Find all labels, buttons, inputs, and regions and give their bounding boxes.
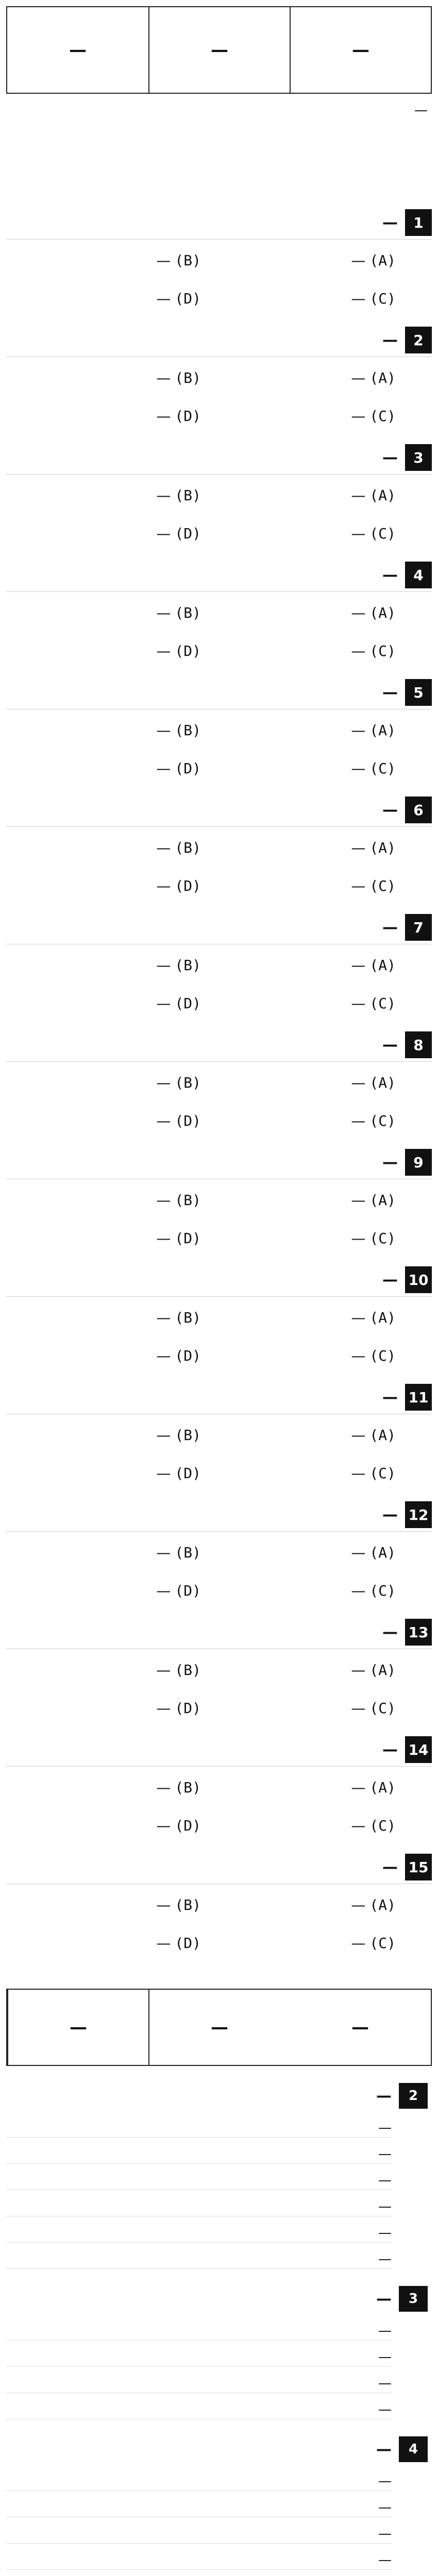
option-d[interactable]: (D)—: [156, 1582, 201, 1599]
option-b[interactable]: (B)—: [156, 957, 201, 974]
option-b[interactable]: (B)—: [156, 839, 201, 856]
option-b[interactable]: (B)—: [156, 369, 201, 386]
option-b[interactable]: (B)—: [156, 1074, 201, 1091]
mcq-14: [6, 1733, 432, 1851]
option-c[interactable]: (C)—: [351, 1347, 396, 1364]
option-b[interactable]: (B)—: [156, 722, 201, 739]
option-a[interactable]: (A)—: [351, 839, 396, 856]
question-text: —: [382, 801, 398, 819]
mcq-3: [6, 441, 432, 558]
option-c[interactable]: (C)—: [351, 408, 396, 425]
part-3: [6, 2283, 432, 2419]
option-c[interactable]: (C)—: [351, 877, 396, 894]
part-4: [6, 2434, 432, 2576]
mcq-2: [6, 324, 432, 441]
option-c[interactable]: (C)—: [351, 760, 396, 777]
subjective-header: [6, 1989, 432, 2066]
option-d[interactable]: (D)—: [156, 1465, 201, 1482]
mcq-9: [6, 1146, 432, 1263]
part-line: —: [6, 2551, 392, 2570]
option-a[interactable]: (A)—: [351, 957, 396, 974]
option-d[interactable]: (D)—: [156, 642, 201, 659]
option-b[interactable]: (B)—: [156, 1309, 201, 1326]
option-a[interactable]: (A)—: [351, 252, 396, 269]
option-c[interactable]: (C)—: [351, 525, 396, 542]
question-number: 2: [405, 327, 432, 353]
option-b[interactable]: (B)—: [156, 1544, 201, 1561]
option-d[interactable]: (D)—: [156, 877, 201, 894]
header-right: —: [290, 7, 431, 93]
part-line: —: [6, 2321, 392, 2341]
part-title: —: [376, 2290, 392, 2308]
option-a[interactable]: (A)—: [351, 1074, 396, 1091]
option-d[interactable]: (D)—: [156, 290, 201, 307]
mcq-15: [6, 1851, 432, 1968]
option-d[interactable]: (D)—: [156, 1347, 201, 1364]
option-c[interactable]: (C)—: [351, 642, 396, 659]
question-number: 12: [405, 1501, 432, 1528]
part-number: 4: [399, 2436, 428, 2462]
part-line: —: [6, 2171, 392, 2190]
question-number: 14: [405, 1736, 432, 1763]
subjective-header-right: —: [7, 1990, 148, 2065]
mcq-1: [6, 206, 432, 324]
option-a[interactable]: (A)—: [351, 1896, 396, 1913]
header-center: —: [148, 7, 290, 93]
paper-header: [6, 6, 432, 94]
question-text: —: [382, 1623, 398, 1641]
option-d[interactable]: (D)—: [156, 760, 201, 777]
option-c[interactable]: (C)—: [351, 1465, 396, 1482]
question-text: —: [382, 1036, 398, 1054]
part-line: —: [6, 2145, 392, 2164]
part-line: —: [6, 2400, 392, 2419]
option-d[interactable]: (D)—: [156, 1817, 201, 1834]
option-a[interactable]: (A)—: [351, 604, 396, 621]
instructions: —: [414, 103, 428, 118]
option-c[interactable]: (C)—: [351, 995, 396, 1012]
part-line: —: [6, 2472, 392, 2491]
question-text: —: [382, 1270, 398, 1289]
question-number: 7: [405, 914, 432, 941]
part-line: —: [6, 2250, 392, 2269]
part-number: 2: [399, 2083, 428, 2109]
question-number: 1: [405, 209, 432, 236]
part-line: —: [6, 2197, 392, 2216]
part-number: 3: [399, 2286, 428, 2312]
mcq-4: [6, 558, 432, 676]
option-a[interactable]: (A)—: [351, 1309, 396, 1326]
option-b[interactable]: (B)—: [156, 1427, 201, 1444]
option-c[interactable]: (C)—: [351, 1935, 396, 1952]
part-line: —: [6, 2119, 392, 2138]
part-line: —: [6, 2524, 392, 2544]
mcq-8: [6, 1028, 432, 1146]
option-c[interactable]: (C)—: [351, 1817, 396, 1834]
mcq-11: [6, 1381, 432, 1498]
option-d[interactable]: (D)—: [156, 1112, 201, 1129]
question-text: —: [382, 1153, 398, 1172]
option-b[interactable]: (B)—: [156, 1192, 201, 1209]
mcq-7: [6, 911, 432, 1028]
part-line: —: [6, 2348, 392, 2367]
question-text: —: [382, 1740, 398, 1759]
mcq-list: [6, 206, 432, 1968]
question-number: 13: [405, 1619, 432, 1646]
option-a[interactable]: (A)—: [351, 722, 396, 739]
header-left: —: [69, 40, 87, 60]
option-c[interactable]: (C)—: [351, 1112, 396, 1129]
option-b[interactable]: (B)—: [156, 1662, 201, 1679]
mcq-5: [6, 676, 432, 793]
question-text: —: [382, 566, 398, 584]
option-d[interactable]: (D)—: [156, 525, 201, 542]
question-text: —: [382, 1388, 398, 1406]
question-text: —: [382, 683, 398, 702]
question-number: 5: [405, 679, 432, 706]
subjective-header-center: —: [148, 1990, 290, 2065]
question-text: —: [382, 213, 398, 232]
question-number: 9: [405, 1149, 432, 1176]
option-d[interactable]: (D)—: [156, 1935, 201, 1952]
question-number: 4: [405, 562, 432, 588]
option-b[interactable]: (B)—: [156, 1896, 201, 1913]
option-d[interactable]: (D)—: [156, 995, 201, 1012]
option-c[interactable]: (C)—: [351, 1582, 396, 1599]
mcq-6: [6, 793, 432, 911]
option-a[interactable]: (A)—: [351, 1427, 396, 1444]
subjective-section: [6, 1989, 432, 2576]
option-a[interactable]: (A)—: [351, 1779, 396, 1796]
question-number: 15: [405, 1854, 432, 1880]
part-title: —: [376, 2087, 392, 2105]
option-c[interactable]: (C)—: [351, 290, 396, 307]
option-b[interactable]: (B)—: [156, 252, 201, 269]
mcq-13: [6, 1616, 432, 1733]
mcq-12: [6, 1498, 432, 1616]
part-2: [6, 2080, 432, 2269]
part-line: —: [6, 2498, 392, 2517]
option-b[interactable]: (B)—: [156, 1779, 201, 1796]
question-text: —: [382, 448, 398, 467]
part-title: —: [376, 2440, 392, 2459]
option-d[interactable]: (D)—: [156, 1230, 201, 1247]
question-number: 11: [405, 1384, 432, 1411]
subjective-header-left: —: [351, 2017, 369, 2038]
question-number: 10: [405, 1266, 432, 1293]
option-a[interactable]: (A)—: [351, 1662, 396, 1679]
option-d[interactable]: (D)—: [156, 1700, 201, 1717]
question-text: —: [382, 1858, 398, 1876]
question-text: —: [382, 331, 398, 349]
question-number: 8: [405, 1031, 432, 1058]
part-line: —: [6, 2374, 392, 2393]
question-text: —: [382, 918, 398, 937]
option-a[interactable]: (A)—: [351, 1544, 396, 1561]
question-number: 3: [405, 444, 432, 471]
question-number: 6: [405, 796, 432, 823]
option-c[interactable]: (C)—: [351, 1230, 396, 1247]
mcq-10: [6, 1263, 432, 1381]
option-a[interactable]: (A)—: [351, 1192, 396, 1209]
option-c[interactable]: (C)—: [351, 1700, 396, 1717]
option-b[interactable]: (B)—: [156, 487, 201, 504]
option-b[interactable]: (B)—: [156, 604, 201, 621]
option-a[interactable]: (A)—: [351, 369, 396, 386]
question-text: —: [382, 1505, 398, 1524]
option-a[interactable]: (A)—: [351, 487, 396, 504]
part-line: —: [6, 2224, 392, 2243]
option-d[interactable]: (D)—: [156, 408, 201, 425]
